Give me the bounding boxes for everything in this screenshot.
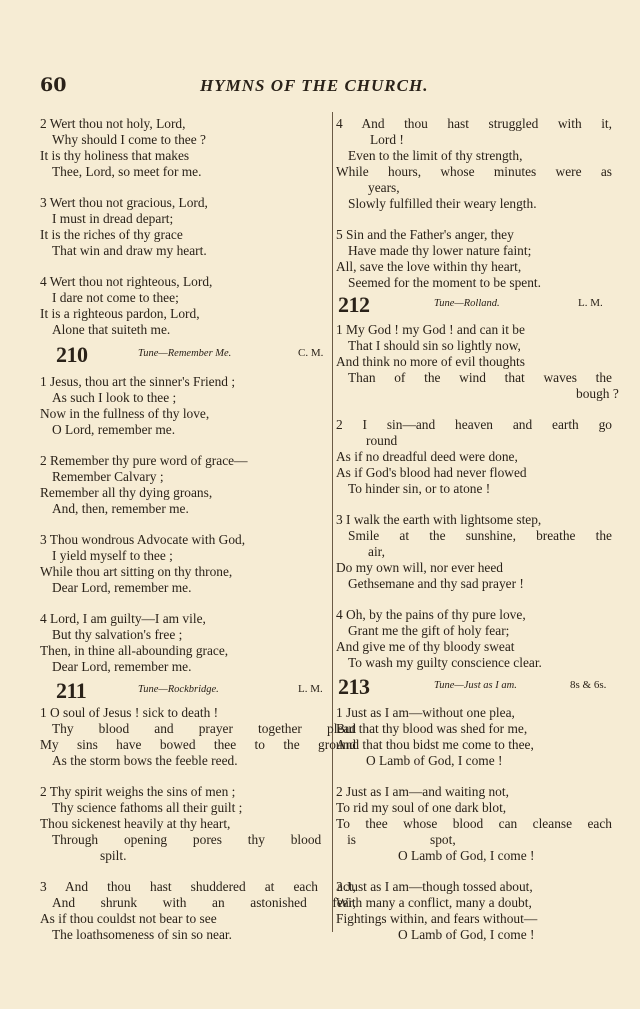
hymn-line: But thy salvation's free ; — [52, 627, 183, 642]
hymn-line: Then, in thine all-abounding grace, — [40, 643, 229, 658]
hymn-line: That win and draw my heart. — [52, 243, 207, 258]
hymn-line: spot, — [430, 832, 456, 847]
hymn-line: The loathsomeness of sin so near. — [52, 927, 232, 942]
hymn-line: Have made thy lower nature faint; — [348, 243, 532, 258]
column-divider — [332, 112, 333, 932]
hymn-number: 213 — [338, 674, 370, 699]
hymn-line: 3 Wert thou not gracious, Lord, — [40, 195, 208, 210]
hymn-line: spilt. — [100, 848, 127, 863]
hymn-tune: Tune—Rolland. — [434, 298, 500, 309]
hymn-line: Dear Lord, remember me. — [52, 659, 192, 674]
hymn-line: air, — [368, 544, 385, 559]
hymn-line: It is the riches of thy grace — [40, 227, 183, 242]
hymn-line: bough ? — [576, 386, 619, 401]
hymn-meter: L. M. — [298, 683, 323, 695]
hymn-line: And shrunk with an astonished fear, — [52, 895, 356, 910]
hymn-line: While hours, whose minutes were as — [336, 164, 612, 179]
hymn-line: Smile at the sunshine, breathe the — [348, 528, 612, 543]
hymn-number: 210 — [56, 342, 88, 367]
hymn-line: And that thou bidst me come to thee, — [336, 737, 534, 752]
hymn-212-header — [334, 292, 640, 318]
hymn-line: 1 Jesus, thou art the sinner's Friend ; — [40, 374, 236, 389]
hymn-line: Slowly fulfilled their weary length. — [348, 196, 537, 211]
hymn-line: To rid my soul of one dark blot, — [336, 800, 507, 815]
hymn-210-header — [0, 342, 332, 368]
hymn-line: Remember Calvary ; — [52, 469, 164, 484]
page-header — [0, 74, 640, 100]
hymn-line: It is thy holiness that makes — [40, 148, 190, 163]
hymn-line: I must in dread depart; — [52, 211, 174, 226]
hymn-line: 3 And thou hast shuddered at each act, — [40, 879, 356, 894]
hymn-line: round — [366, 433, 398, 448]
hymn-line: Alone that suiteth me. — [52, 322, 171, 337]
hymn-line: And, then, remember me. — [52, 501, 189, 516]
hymn-line: 4 Lord, I am guilty—I am vile, — [40, 611, 206, 626]
hymn-line: 3 I walk the earth with lightsome step, — [336, 512, 542, 527]
hymn-line: Thy blood and prayer together plead — [52, 721, 356, 736]
hymn-meter: C. M. — [298, 347, 324, 359]
hymn-line: Than of the wind that waves the — [348, 370, 612, 385]
hymn-line: To thee whose blood can cleanse each — [336, 816, 612, 831]
hymn-213-header — [334, 674, 640, 700]
hymn-line: All, save the love within thy heart, — [336, 259, 522, 274]
hymn-line: 3 Thou wondrous Advocate with God, — [40, 532, 246, 547]
hymn-211-header — [0, 678, 332, 704]
hymn-line: And give me of thy bloody sweat — [336, 639, 515, 654]
hymn-line: 4 Oh, by the pains of thy pure love, — [336, 607, 526, 622]
hymn-line: 4 Wert thou not righteous, Lord, — [40, 274, 213, 289]
hymn-line: Do my own will, nor ever heed — [336, 560, 503, 575]
hymn-line: 2 Remember thy pure word of grace— — [40, 453, 248, 468]
hymn-line: Thy science fathoms all their guilt ; — [52, 800, 243, 815]
hymn-line: And think no more of evil thoughts — [336, 354, 525, 369]
hymn-line: 4 And thou hast struggled with it, — [336, 116, 612, 131]
hymn-line: It is a righteous pardon, Lord, — [40, 306, 200, 321]
hymn-line: O Lamb of God, I come ! — [398, 848, 535, 863]
hymn-tune: Tune—Remember Me. — [138, 348, 232, 359]
hymn-line: Fightings within, and fears without— — [336, 911, 538, 926]
running-title: HYMNS OF THE CHURCH. — [200, 76, 429, 95]
hymn-line: But that thy blood was shed for me, — [336, 721, 528, 736]
hymn-line: 2 Thy spirit weighs the sins of men ; — [40, 784, 236, 799]
hymn-line: O Lamb of God, I come ! — [366, 753, 503, 768]
hymn-tune: Tune—Rockbridge. — [138, 684, 219, 695]
hymn-line: As if God's blood had never flowed — [336, 465, 527, 480]
page-number: 60 — [40, 74, 67, 96]
hymn-line: 1 Just as I am—without one plea, — [336, 705, 515, 720]
hymn-line: As if no dreadful deed were done, — [336, 449, 518, 464]
hymn-line: Through opening pores thy blood is — [52, 832, 356, 847]
hymn-line: 2 Just as I am—and waiting not, — [336, 784, 509, 799]
hymn-meter: 8s & 6s. — [570, 679, 607, 691]
hymn-line: Now in the fullness of thy love, — [40, 406, 210, 421]
hymn-line: Thee, Lord, so meet for me. — [52, 164, 202, 179]
hymn-line: O Lord, remember me. — [52, 422, 176, 437]
hymn-line: As if thou couldst not bear to see — [40, 911, 217, 926]
hymn-line: 1 O soul of Jesus ! sick to death ! — [40, 705, 219, 720]
hymn-line: 2 I sin—and heaven and earth go — [336, 417, 612, 432]
hymn-line: 1 My God ! my God ! and can it be — [336, 322, 525, 337]
hymn-line: I dare not come to thee; — [52, 290, 179, 305]
hymn-line: Thou sickenest heavily at thy heart, — [40, 816, 231, 831]
hymn-meter: L. M. — [578, 297, 603, 309]
hymn-line: My sins have bowed thee to the ground — [40, 737, 356, 752]
hymn-line: To hinder sin, or to atone ! — [348, 481, 491, 496]
hymn-number: 212 — [338, 292, 370, 317]
hymn-line: Why should I come to thee ? — [52, 132, 206, 147]
hymn-line: While thou art sitting on thy throne, — [40, 564, 233, 579]
hymn-line: Dear Lord, remember me. — [52, 580, 192, 595]
hymn-line: That I should sin so lightly now, — [348, 338, 521, 353]
hymn-line: O Lamb of God, I come ! — [398, 927, 535, 942]
hymn-line: 5 Sin and the Father's anger, they — [336, 227, 514, 242]
hymn-line: Seemed for the moment to be spent. — [348, 275, 542, 290]
hymn-number: 211 — [56, 678, 87, 703]
hymn-line: years, — [368, 180, 400, 195]
hymn-line: As such I look to thee ; — [52, 390, 177, 405]
hymn-tune: Tune—Just as I am. — [434, 680, 517, 691]
hymn-line: Even to the limit of thy strength, — [348, 148, 523, 163]
hymn-line: As the storm bows the feeble reed. — [52, 753, 238, 768]
hymn-line: 2 Wert thou not holy, Lord, — [40, 116, 186, 131]
hymn-line: Remember all thy dying groans, — [40, 485, 213, 500]
hymn-line: To wash my guilty conscience clear. — [348, 655, 542, 670]
hymn-line: Lord ! — [370, 132, 404, 147]
hymn-line: Gethsemane and thy sad prayer ! — [348, 576, 524, 591]
hymn-line: 3 Just as I am—though tossed about, — [336, 879, 533, 894]
hymn-line: I yield myself to thee ; — [52, 548, 173, 563]
hymn-line: Grant me the gift of holy fear; — [348, 623, 510, 638]
hymn-line: With many a conflict, many a doubt, — [336, 895, 532, 910]
